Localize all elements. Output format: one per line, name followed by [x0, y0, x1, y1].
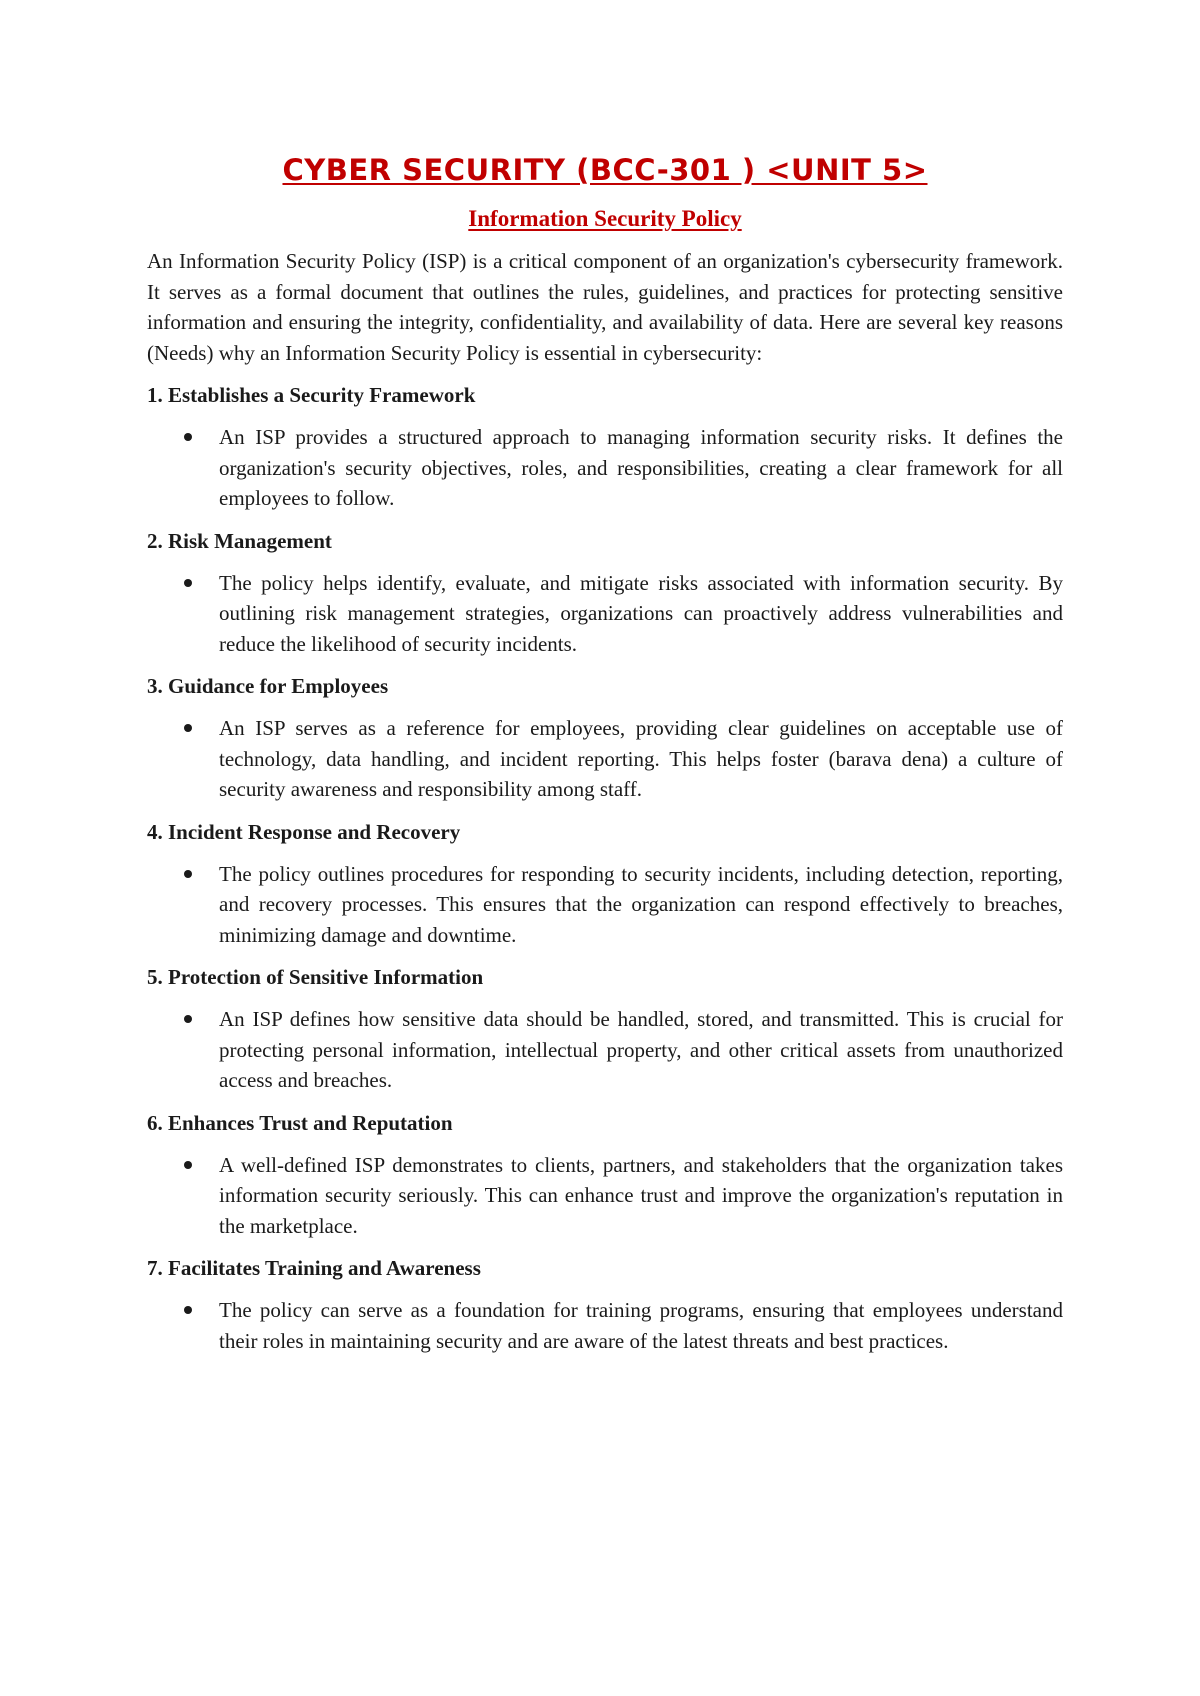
section-heading: 4. Incident Response and Recovery [147, 819, 461, 844]
intro-paragraph: An Information Security Policy (ISP) is a critical component of an organization's cybersecurity framework. It serves as a formal document that outlines the rules, guidelines, and practices for protecting sensitive information and ensuring the integrity, confidentiality, and availability of data. Here are several key reasons (Needs) why an Information Security Policy is essential in cybersecurity: [147, 249, 1063, 365]
bullet-list [147, 713, 1063, 805]
section-heading: 6. Enhances Trust and Reputation [147, 1110, 453, 1135]
bullet-list [147, 1004, 1063, 1096]
section-protection-sensitive-info [147, 962, 1063, 1096]
bullet-item [219, 1295, 1063, 1356]
bullet-list [147, 1150, 1063, 1242]
bullet-text: The policy can serve as a foundation for training programs, ensuring that employees understand their roles in maintaining security and are aware of the latest threats and best practices. [219, 1298, 1063, 1353]
bullet-item [219, 422, 1063, 514]
bullet-dot-icon [184, 433, 192, 441]
bullet-item [219, 859, 1063, 951]
bullet-dot-icon [184, 1161, 192, 1169]
document-page [147, 150, 1063, 1356]
bullet-list [147, 422, 1063, 514]
bullet-dot-icon [184, 870, 192, 878]
bullet-text: An ISP serves as a reference for employees, providing clear guidelines on acceptable use of technology, data handling, and incident reporting. This helps foster (barava dena) a culture of security awareness and responsibility among staff. [219, 716, 1063, 801]
section-heading: 2. Risk Management [147, 528, 332, 553]
bullet-item [219, 1004, 1063, 1096]
section-heading: 5. Protection of Sensitive Information [147, 965, 484, 989]
bullet-dot-icon [184, 1015, 192, 1023]
bullet-list [147, 568, 1063, 660]
bullet-dot-icon [184, 724, 192, 732]
document-title: CYBER SECURITY (BCC-301 ) <UNIT 5> [282, 153, 928, 187]
section-establishes-framework [147, 380, 1063, 514]
bullet-item [219, 568, 1063, 660]
bullet-item [219, 713, 1063, 805]
document-subtitle: Information Security Policy [468, 206, 742, 231]
section-incident-response [147, 817, 1063, 951]
bullet-list [147, 859, 1063, 951]
bullet-text: The policy outlines procedures for responding to security incidents, including detection, reporting, and recovery processes. This ensures that the organization can respond effectively to breaches, minimizing damage and downtime. [219, 861, 1063, 947]
bullet-dot-icon [184, 579, 192, 587]
section-training-awareness [147, 1253, 1063, 1356]
section-heading: 3. Guidance for Employees [147, 674, 389, 698]
section-heading: 7. Facilitates Training and Awareness [147, 1256, 481, 1280]
bullet-dot-icon [184, 1306, 192, 1314]
bullet-item [219, 1150, 1063, 1242]
bullet-text: An ISP provides a structured approach to managing information security risks. It defines the organization's security objectives, roles, and responsibilities, creating a clear framework for all employees to follow. [219, 425, 1063, 510]
bullet-text: An ISP defines how sensitive data should be handled, stored, and transmitted. This is crucial for protecting personal information, intellectual property, and other critical assets from unauthorized access and breaches. [219, 1007, 1063, 1092]
section-guidance-employees [147, 671, 1063, 805]
section-heading: 1. Establishes a Security Framework [147, 383, 476, 407]
bullet-text: A well-defined ISP demonstrates to clients, partners, and stakeholders that the organization takes information security seriously. This can enhance trust and improve the organization's reputation in the marketplace. [219, 1152, 1063, 1238]
section-risk-management [147, 526, 1063, 660]
bullet-list [147, 1295, 1063, 1356]
bullet-text: The policy helps identify, evaluate, and mitigate risks associated with information security. By outlining risk management strategies, organizations can proactively address vulnerabilities and reduce the likelihood of security incidents. [219, 570, 1063, 656]
section-trust-reputation [147, 1108, 1063, 1242]
